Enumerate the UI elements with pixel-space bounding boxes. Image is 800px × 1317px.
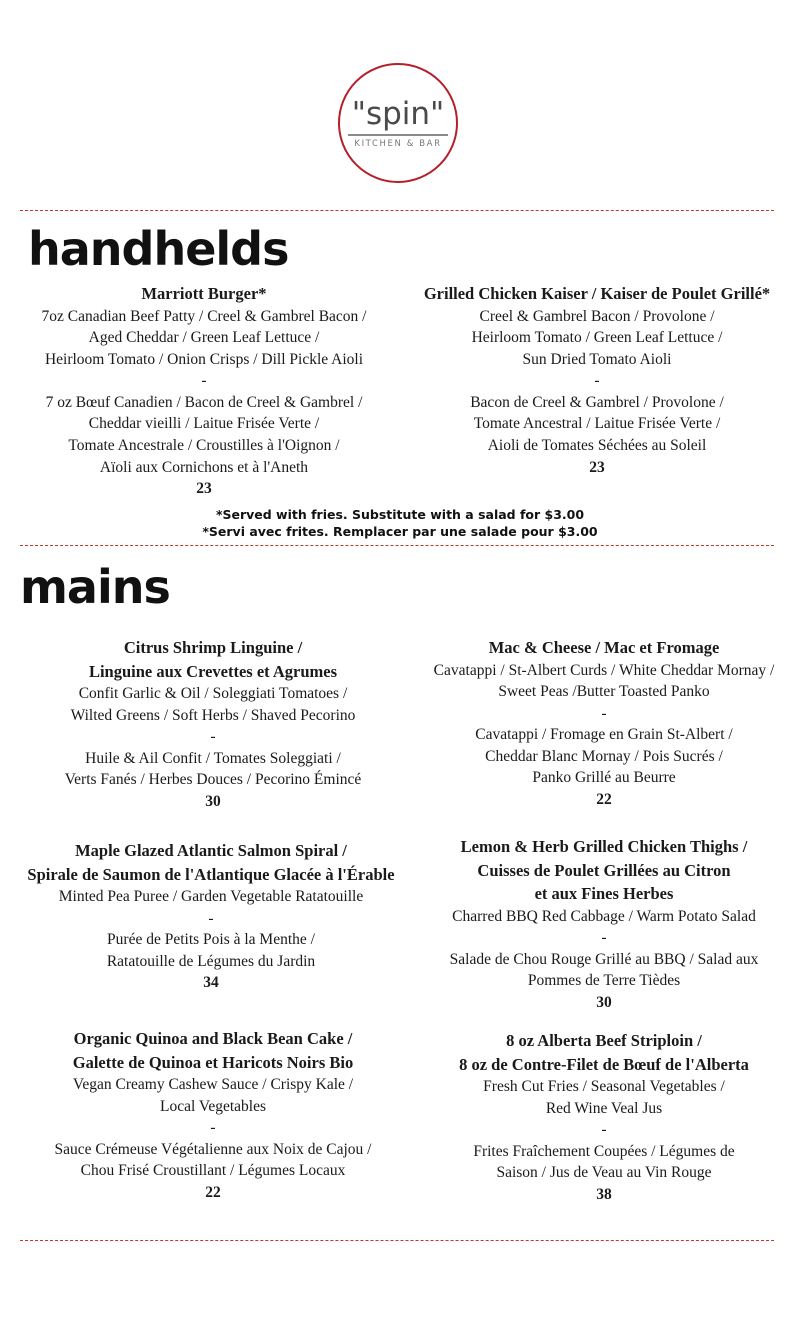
item-description-en: Creel & Gambrel Bacon / Provolone / [479,307,715,325]
item-description-en: Heirloom Tomato / Green Leaf Lettuce / [471,329,723,347]
logo-rule [348,134,448,136]
item-price: 22 [205,1183,221,1201]
item-name: Marriott Burger* [141,284,267,303]
item-separator: - [208,909,214,927]
item-separator: - [594,372,600,390]
item-name: et aux Fines Herbes [534,884,674,903]
menu-item [408,1029,800,1206]
fries-note-fr: *Servi avec frites. Remplacer par une salade pour $3.00 [202,524,598,539]
item-price: 30 [205,792,221,810]
item-description-en: Cavatappi / St-Albert Curds / White Cheddar Mornay / [433,661,775,679]
item-description-fr: Aioli de Tomates Séchées au Soleil [487,437,707,455]
menu-item [4,839,418,994]
item-description-en: Local Vegetables [159,1097,267,1115]
item-name: Mac & Cheese / Mac et Fromage [488,638,720,657]
item-description-en: Sweet Peas /Butter Toasted Panko [498,683,710,701]
item-separator: - [210,1119,216,1137]
item-description-fr: Sauce Crémeuse Végétalienne aux Noix de Cajou / [54,1140,372,1158]
item-description-en: Red Wine Veal Jus [545,1099,663,1117]
item-name: Maple Glazed Atlantic Salmon Spiral / [75,841,347,860]
item-separator: - [601,929,607,947]
item-separator: - [601,704,607,722]
section-divider [20,545,774,546]
item-description-en: Confit Garlic & Oil / Soleggiati Tomatoes / [78,685,348,702]
item-price: 23 [196,480,212,498]
item-description-fr: Huile & Ail Confit / Tomates Soleggiati / [85,749,341,767]
item-price: 34 [203,974,219,992]
item-name: Linguine aux Crevettes et Agrumes [88,661,338,681]
item-description-fr: Cavatappi / Fromage en Grain St-Albert / [475,726,733,744]
menu-item [398,282,796,478]
item-description-en: Aged Cheddar / Green Leaf Lettuce / [88,329,320,347]
item-description-en: Charred BBQ Red Cabbage / Warm Potato Salad [452,907,756,925]
section-title-handhelds: handhelds [28,222,289,276]
menu-item [8,1027,418,1204]
item-name: Cuisses de Poulet Grillées au Citron [477,860,731,880]
item-description-fr: Frites Fraîchement Coupées / Légumes de [473,1142,735,1160]
item-name: Galette de Quinoa et Haricots Noirs Bio [72,1052,354,1072]
item-description-en: Fresh Cut Fries / Seasonal Vegetables / [483,1078,725,1095]
fries-note-en: *Served with fries. Substitute with a salad for $3.00 [215,507,585,522]
item-description-en: Minted Pea Puree / Garden Vegetable Ratatouille [58,888,364,905]
menu-item [8,636,418,813]
item-description-fr: Bacon de Creel & Gambrel / Provolone / [470,393,724,411]
menu-item [408,835,800,1013]
item-name: Organic Quinoa and Black Bean Cake / [73,1029,353,1048]
item-description-fr: Salade de Chou Rouge Grillé au BBQ / Salad aux [449,950,759,968]
item-name: Grilled Chicken Kaiser / Kaiser de Poulet Grillé* [423,284,771,303]
item-price: 38 [596,1185,612,1203]
item-description-en: Vegan Creamy Cashew Sauce / Crispy Kale / [72,1076,354,1093]
item-description-fr: Panko Grillé au Beurre [532,769,676,787]
item-description-fr: Aïoli aux Cornichons et à l'Aneth [99,458,309,476]
item-description-fr: Saison / Jus de Veau au Vin Rouge [496,1164,712,1182]
section-divider [20,210,774,211]
restaurant-logo [338,63,458,183]
item-description-fr: Chou Frisé Croustillant / Légumes Locaux [80,1162,346,1180]
menu-item [8,282,400,500]
section-divider [20,1240,774,1241]
item-name: Spirale de Saumon de l'Atlantique Glacée à l'Érable [27,864,395,884]
item-price: 22 [596,791,612,809]
item-description-en: 7oz Canadian Beef Patty / Creel & Gambrel Bacon / [41,307,367,325]
logo-wordmark: "spin" [351,96,445,132]
item-price: 30 [596,993,612,1011]
item-description-fr: Cheddar vieilli / Laitue Frisée Verte / [88,415,320,433]
item-description-fr: 7 oz Bœuf Canadien / Bacon de Creel & Gambrel / [45,393,363,411]
item-price: 23 [589,458,605,476]
item-description-fr: Tomate Ancestral / Laitue Frisée Verte / [473,415,721,433]
item-separator: - [601,1121,607,1139]
item-description-fr: Pommes de Terre Tièdes [527,972,681,990]
item-description-fr: Tomate Ancestrale / Croustilles à l'Oignon / [68,437,340,455]
logo-subtitle: KITCHEN & BAR [354,139,442,149]
item-name: 8 oz Alberta Beef Striploin / [506,1031,702,1050]
item-description-fr: Cheddar Blanc Mornay / Pois Sucrés / [485,747,723,765]
item-description-fr: Purée de Petits Pois à la Menthe / [107,931,315,949]
item-name: Lemon & Herb Grilled Chicken Thighs / [460,837,748,856]
item-name: 8 oz de Contre-Filet de Bœuf de l'Alberta [459,1054,749,1074]
item-description-fr: Verts Fanés / Herbes Douces / Pecorino Émincé [64,771,362,789]
menu-item [408,636,800,811]
item-description-en: Sun Dried Tomato Aioli [522,350,672,368]
item-description-en: Heirloom Tomato / Onion Crisps / Dill Pickle Aioli [44,350,364,368]
section-title-mains: mains [20,560,170,614]
item-description-en: Wilted Greens / Soft Herbs / Shaved Pecorino [70,706,356,724]
item-separator: - [210,728,216,746]
item-name: Citrus Shrimp Linguine / [123,638,303,657]
item-description-fr: Ratatouille de Légumes du Jardin [106,952,316,970]
item-separator: - [201,372,207,390]
